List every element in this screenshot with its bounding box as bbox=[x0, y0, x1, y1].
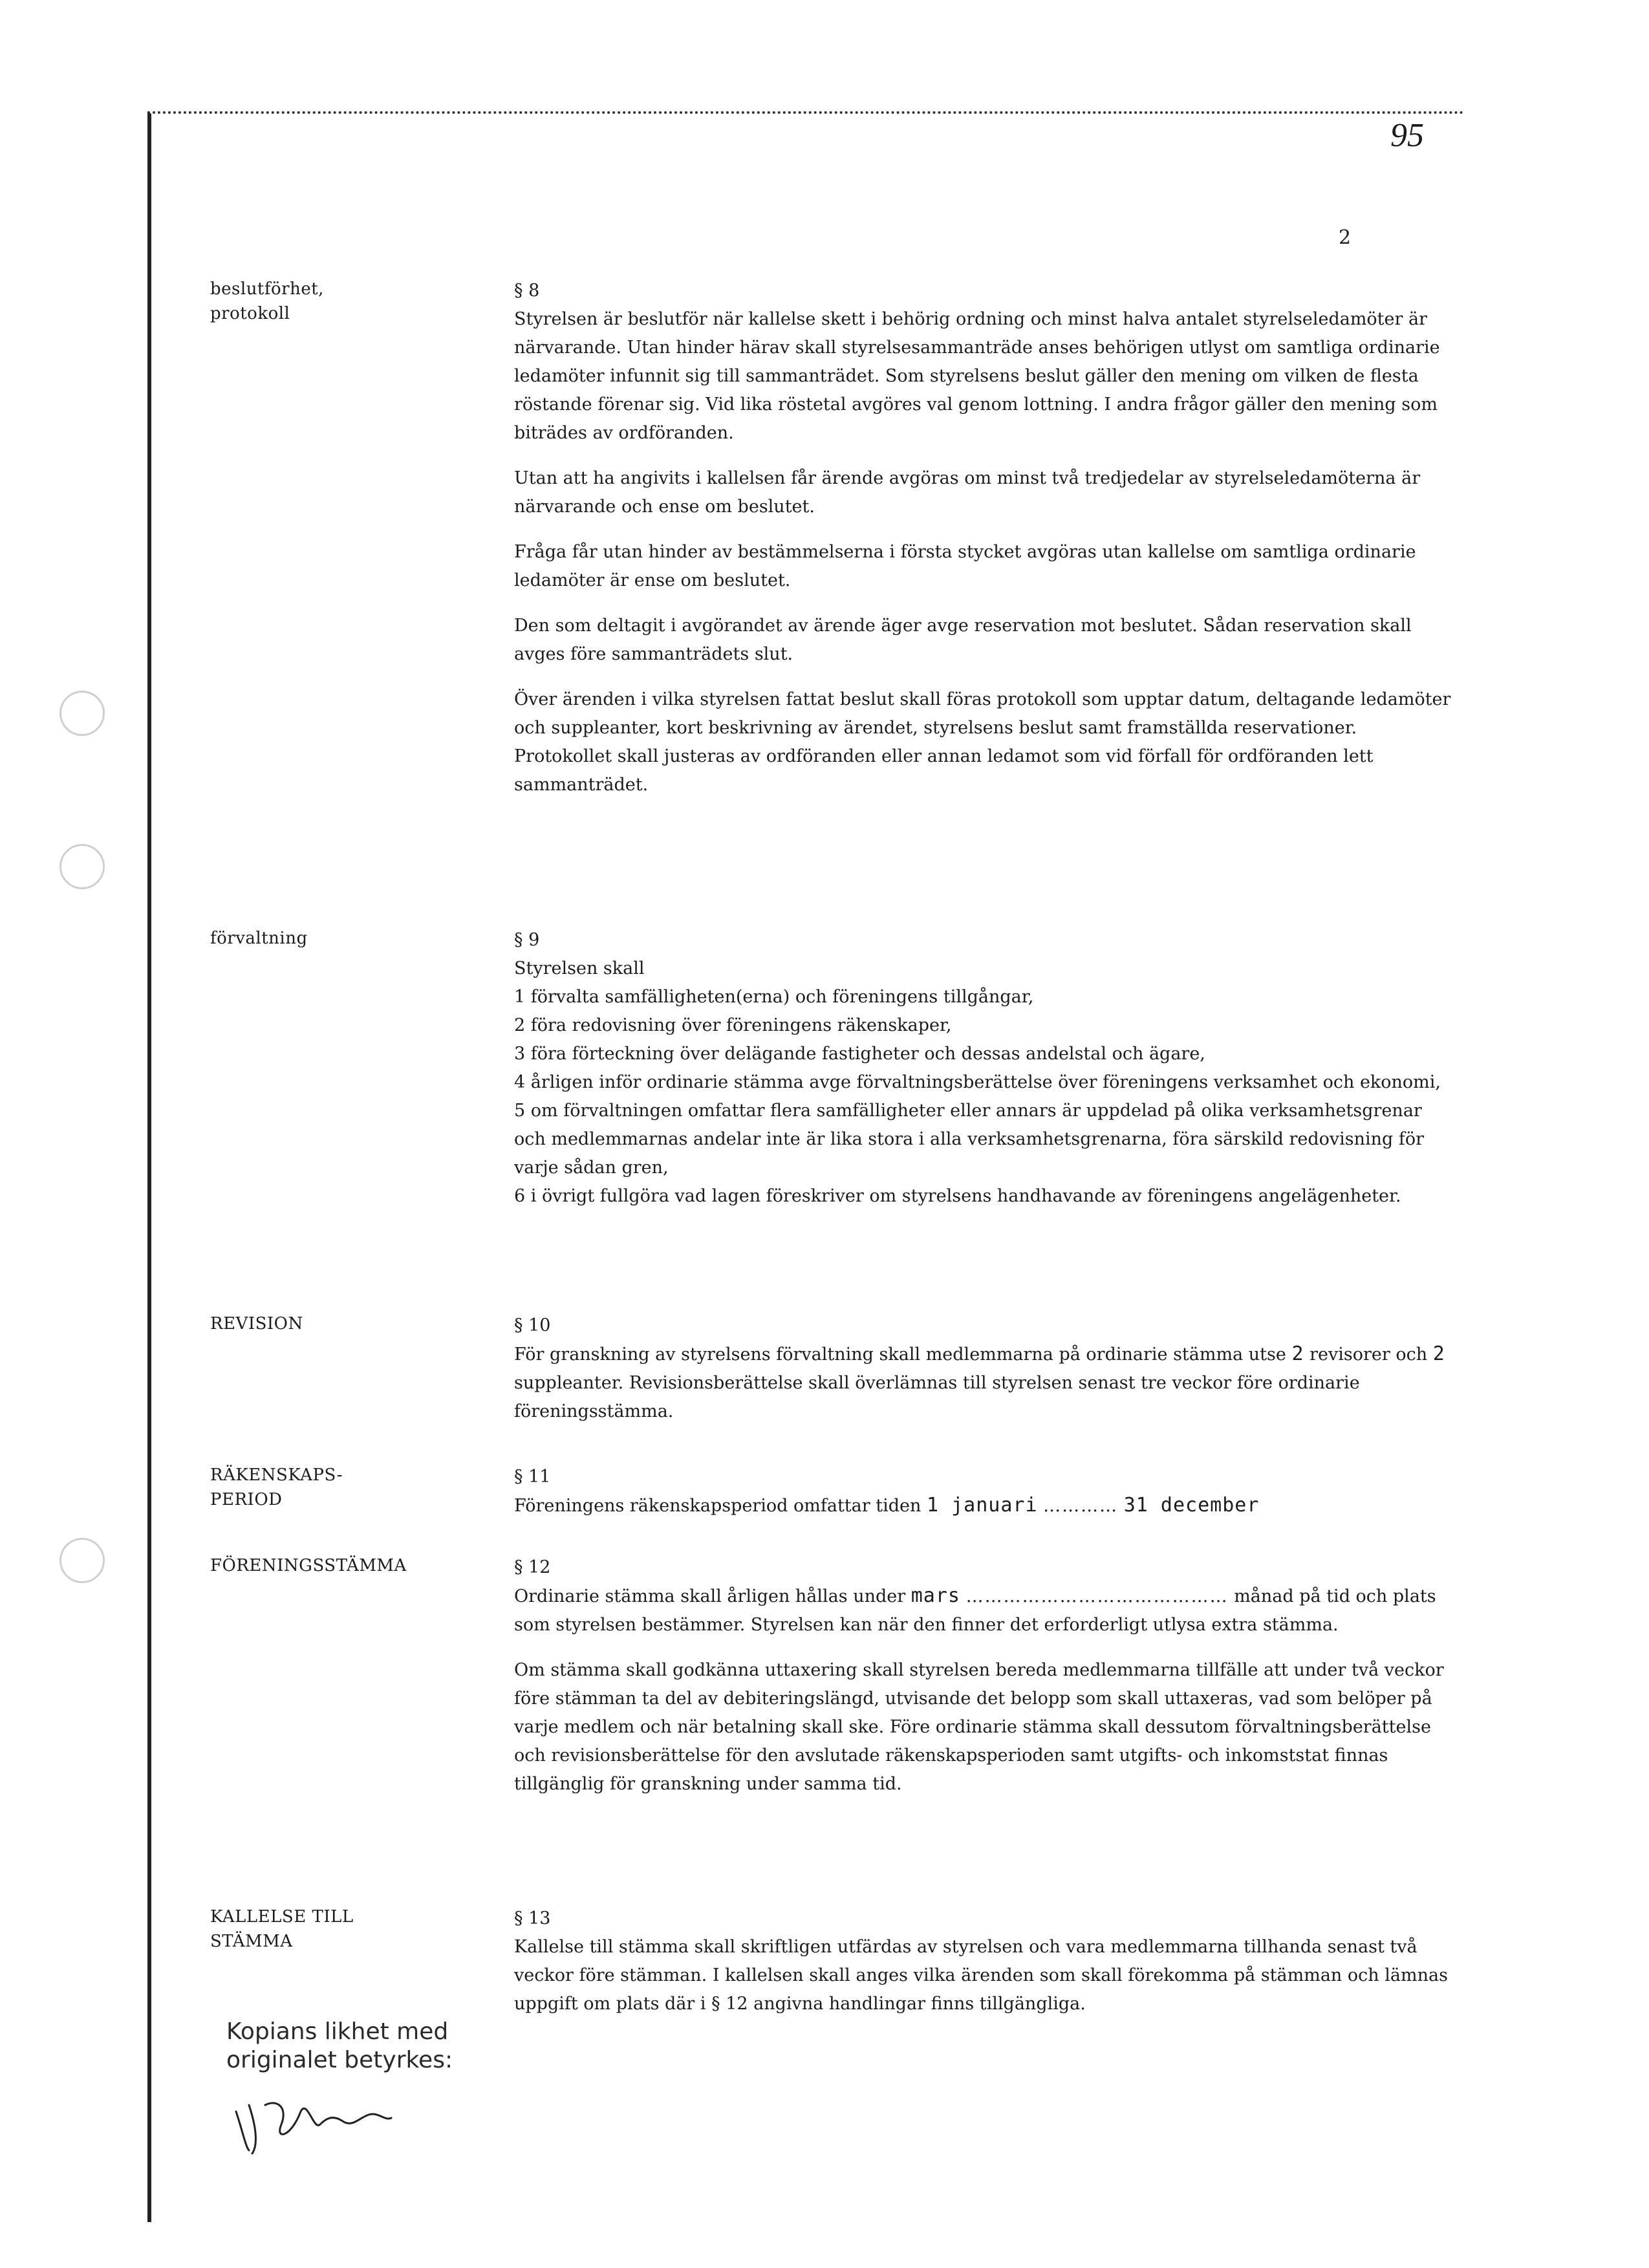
section-number: § 13 bbox=[514, 1908, 551, 1928]
paragraph: Kallelse till stämma skall skriftligen utfärdas av styrelsen och vara medlemmarna tillhanda senast två veckor före stämman. I kallelsen skall anges vilka ärenden som skall förekomma på stämman och lämnas uppgift om plats där i § 12 angivna handlingar finns tillgängliga. bbox=[514, 1937, 1448, 2014]
text: Ordinarie stämma skall årligen hållas under bbox=[514, 1586, 906, 1606]
label-line: beslutförhet, bbox=[210, 279, 324, 299]
filled-value: 2 bbox=[1291, 1343, 1304, 1365]
punch-hole bbox=[59, 691, 105, 736]
list-item: 2 föra redovisning över föreningens räkenskaper, bbox=[514, 1015, 952, 1035]
paragraph: Över ärenden i vilka styrelsen fattat beslut skall föras protokoll som upptar datum, deltagande ledamöter och suppleanter, kort beskrivning av ärendet, styrelsens beslut samt framställda reservationer. Protokollet skall justeras av ordföranden eller annan ledamot som vid förfall för ordföranden lett sammanträdet. bbox=[514, 689, 1451, 795]
label-rakenskapsperiod bbox=[210, 1463, 482, 1512]
paragraph: Om stämma skall godkänna uttaxering skall styrelsen bereda medlemmarna tillfälle att under två veckor före stämman ta del av debiteringslängd, utvisande det belopp som skall uttaxeras, vad som belöper på varje medlem och när betalning skall ske. Före ordinarie stämma skall dessutom förvaltningsberättelse och revisionsberättelse för den avslutade räkenskapsperioden samt utgifts- och inkomststat finnas tillgänglig för granskning under samma tid. bbox=[514, 1660, 1444, 1794]
certification-stamp bbox=[226, 2018, 498, 2075]
list-item: 5 om förvaltningen omfattar flera samfälligheter eller annars är uppdelad på olika verksamhetsgrenar och medlemmarnas andelar inte är lika stora i alla verksamhetsgrenarna, föra särskild redovisning för varje sådan gren, bbox=[514, 1101, 1425, 1178]
paragraph: Utan att ha angivits i kallelsen får ärende avgöras om minst två tredjedelar av styrelseledamöterna är närvarande och ense om beslutet. bbox=[514, 468, 1421, 517]
section-9 bbox=[514, 926, 1458, 1211]
text: revisorer och bbox=[1310, 1345, 1428, 1365]
text: månad på tid och plats som styrelsen bestämmer. Styrelsen kan när den finner det erforderligt utlysa extra stämma. bbox=[514, 1586, 1436, 1635]
filled-value: 31 december bbox=[1123, 1494, 1260, 1517]
label-beslutforhet bbox=[210, 277, 482, 326]
section-number: § 11 bbox=[514, 1467, 551, 1487]
punch-hole bbox=[59, 1538, 105, 1583]
paragraph: Ordinarie stämma skall årligen hållas under mars …………………………………… månad på tid och plats som styrelsen bestämmer. Styrelsen kan när den finner det erforderligt utlysa extra stämma. bbox=[514, 1584, 1436, 1635]
paragraph bbox=[514, 1340, 1458, 1426]
section-13 bbox=[514, 1905, 1458, 2035]
list-item: 4 årligen inför ordinarie stämma avge förvaltningsberättelse över föreningens verksamhet och ekonomi, bbox=[514, 1072, 1441, 1092]
section-number: § 12 bbox=[514, 1557, 551, 1577]
label-kallelse bbox=[210, 1905, 482, 1954]
section-intro: Styrelsen skall bbox=[514, 958, 645, 978]
label-forvaltning: förvaltning bbox=[210, 929, 308, 948]
section-8 bbox=[514, 277, 1458, 816]
label-line: RÄKENSKAPS- bbox=[210, 1465, 343, 1485]
section-number: § 8 bbox=[514, 281, 540, 301]
paragraph: Fråga får utan hinder av bestämmelserna i första stycket avgöras utan kallelse om samtliga ordinarie ledamöter är ense om beslutet. bbox=[514, 542, 1416, 590]
text: suppleanter. Revisionsberättelse skall överlämnas till styrelsen senast tre veckor före ordinarie föreningsstämma. bbox=[514, 1373, 1360, 1421]
handwritten-signature bbox=[230, 2086, 398, 2157]
paragraph: Föreningens räkenskapsperiod omfattar tiden 1 januari ………… 31 december bbox=[514, 1494, 1260, 1517]
section-10 bbox=[514, 1312, 1458, 1426]
list-item: 1 förvalta samfälligheten(erna) och föreningens tillgångar, bbox=[514, 987, 1034, 1007]
filled-value: 1 januari bbox=[926, 1494, 1038, 1517]
label-line: protokoll bbox=[210, 304, 290, 323]
label-foreningsstamma: FÖRENINGSSTÄMMA bbox=[210, 1556, 407, 1575]
filled-value: mars bbox=[911, 1584, 960, 1607]
paragraph: Den som deltagit i avgörandet av ärende äger avge reservation mot beslutet. Sådan reservation skall avges före sammanträdets slut. bbox=[514, 616, 1412, 664]
label-line: STÄMMA bbox=[210, 1932, 293, 1951]
label-line: KALLELSE TILL bbox=[210, 1907, 354, 1927]
section-number: § 9 bbox=[514, 930, 540, 950]
punch-hole bbox=[59, 844, 105, 889]
text: För granskning av styrelsens förvaltning skall medlemmarna på ordinarie stämma utse bbox=[514, 1345, 1286, 1365]
stamp-line: originalet betyrkes: bbox=[226, 2047, 453, 2073]
list-item: 3 föra förteckning över delägande fastigheter och dessas andelstal och ägare, bbox=[514, 1044, 1205, 1064]
section-11 bbox=[514, 1463, 1458, 1520]
section-12 bbox=[514, 1553, 1458, 1815]
section-number: § 10 bbox=[514, 1315, 551, 1335]
text: Föreningens räkenskapsperiod omfattar tiden bbox=[514, 1496, 921, 1516]
corner-page-number: 95 bbox=[1390, 117, 1424, 154]
filled-value: 2 bbox=[1432, 1343, 1445, 1365]
label-revision: REVISION bbox=[210, 1314, 303, 1334]
label-line: PERIOD bbox=[210, 1490, 283, 1509]
stamp-line: Kopians likhet med bbox=[226, 2018, 449, 2045]
list-item: 6 i övrigt fullgöra vad lagen föreskriver om styrelsens handhavande av föreningens angelägenheter. bbox=[514, 1186, 1401, 1206]
paragraph: Styrelsen är beslutför när kallelse skett i behörig ordning och minst halva antalet styrelseledamöter är närvarande. Utan hinder härav skall styrelsesammanträde anses behörigen utlyst om samtliga ordinarie ledamöter infunnit sig till sammanträdet. Som styrelsens beslut gäller den mening om vilken de flesta röstande förenar sig. Vid lika röstetal avgöres val genom lottning. I andra frågor gäller den mening som biträdes av ordföranden. bbox=[514, 309, 1440, 443]
page-number: 2 bbox=[1339, 226, 1352, 249]
